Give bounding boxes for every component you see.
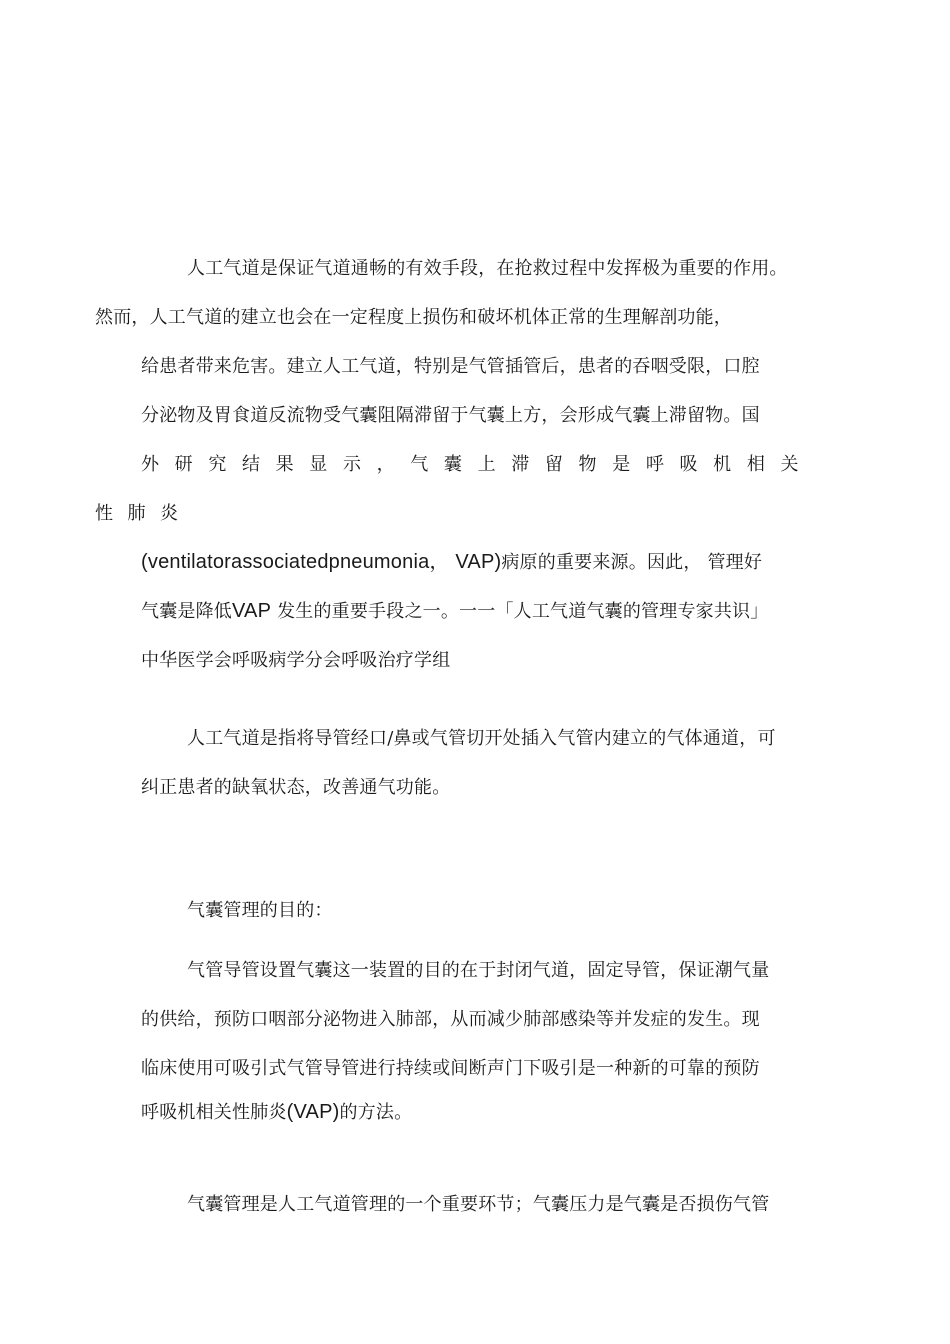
paragraph-purpose-title: [141, 886, 813, 935]
text-line: 气管导管设置气囊这一装置的目的在于封闭气道，固定导管，保证潮气量: [187, 960, 770, 981]
latin-text: (: [141, 551, 148, 573]
paragraph-intro: [95, 244, 813, 685]
text-line: 气囊管理是人工气道管理的一个重要环节；气囊压力是气囊是否损伤气管: [187, 1194, 770, 1215]
text-segment: 呼吸机相关性肺炎: [141, 1102, 287, 1123]
text-line: 分泌物及胃食道反流物受气囊阻隔滞留于气囊上方，会形成气囊上滞留物。国: [141, 405, 760, 426]
latin-text: VAP: [232, 600, 272, 622]
paragraph-overview: [141, 1180, 813, 1229]
latin-text: ventilatorassociatedpneumonia， VAP): [147, 551, 502, 573]
text-segment: 发生的重要手段之一。一一「人工气道气囊的管理专家共识」: [277, 601, 769, 622]
text-line: 外研究结果显示，气囊上滞留物是呼吸机相关性肺炎: [95, 454, 813, 524]
text-segment: 气囊是降低: [141, 601, 232, 622]
text-line: 纠正患者的缺氧状态，改善通气功能。: [141, 777, 451, 798]
text-line: [95, 1093, 813, 1132]
paragraph-purpose: [141, 946, 813, 1132]
latin-text: (VAP): [286, 1101, 340, 1123]
text-line: 临床使用可吸引式气管导管进行持续或间断声门下吸引是一种新的可靠的预防: [141, 1058, 760, 1079]
text-line: 人工气道是指将导管经口/鼻或气管切开处插入气管内建立的气体通道，可: [187, 728, 776, 749]
text-segment: 的方法。: [339, 1102, 413, 1123]
text-line: [95, 587, 813, 636]
text-line: 的供给，预防口咽部分泌物进入肺部，从而减少肺部感染等并发症的发生。现: [141, 1009, 760, 1030]
text-line: 中华医学会呼吸病学分会呼吸治疗学组: [141, 650, 451, 671]
text-line: 然而，人工气道的建立也会在一定程度上损伤和破坏机体正常的生理解剖功能，: [95, 307, 732, 328]
text-line: 人工气道是保证气道通畅的有效手段，在抢救过程中发挥极为重要的作用。: [187, 258, 788, 279]
text-segment: 病原的重要来源。因此， 管理好: [501, 552, 763, 573]
text-line: 给患者带来危害。建立人工气道，特别是气管插管后，患者的吞咽受限，口腔: [141, 356, 760, 377]
text-line: 气囊管理的目的：: [187, 900, 333, 921]
paragraph-definition: [141, 714, 813, 812]
text-line: [95, 538, 813, 587]
